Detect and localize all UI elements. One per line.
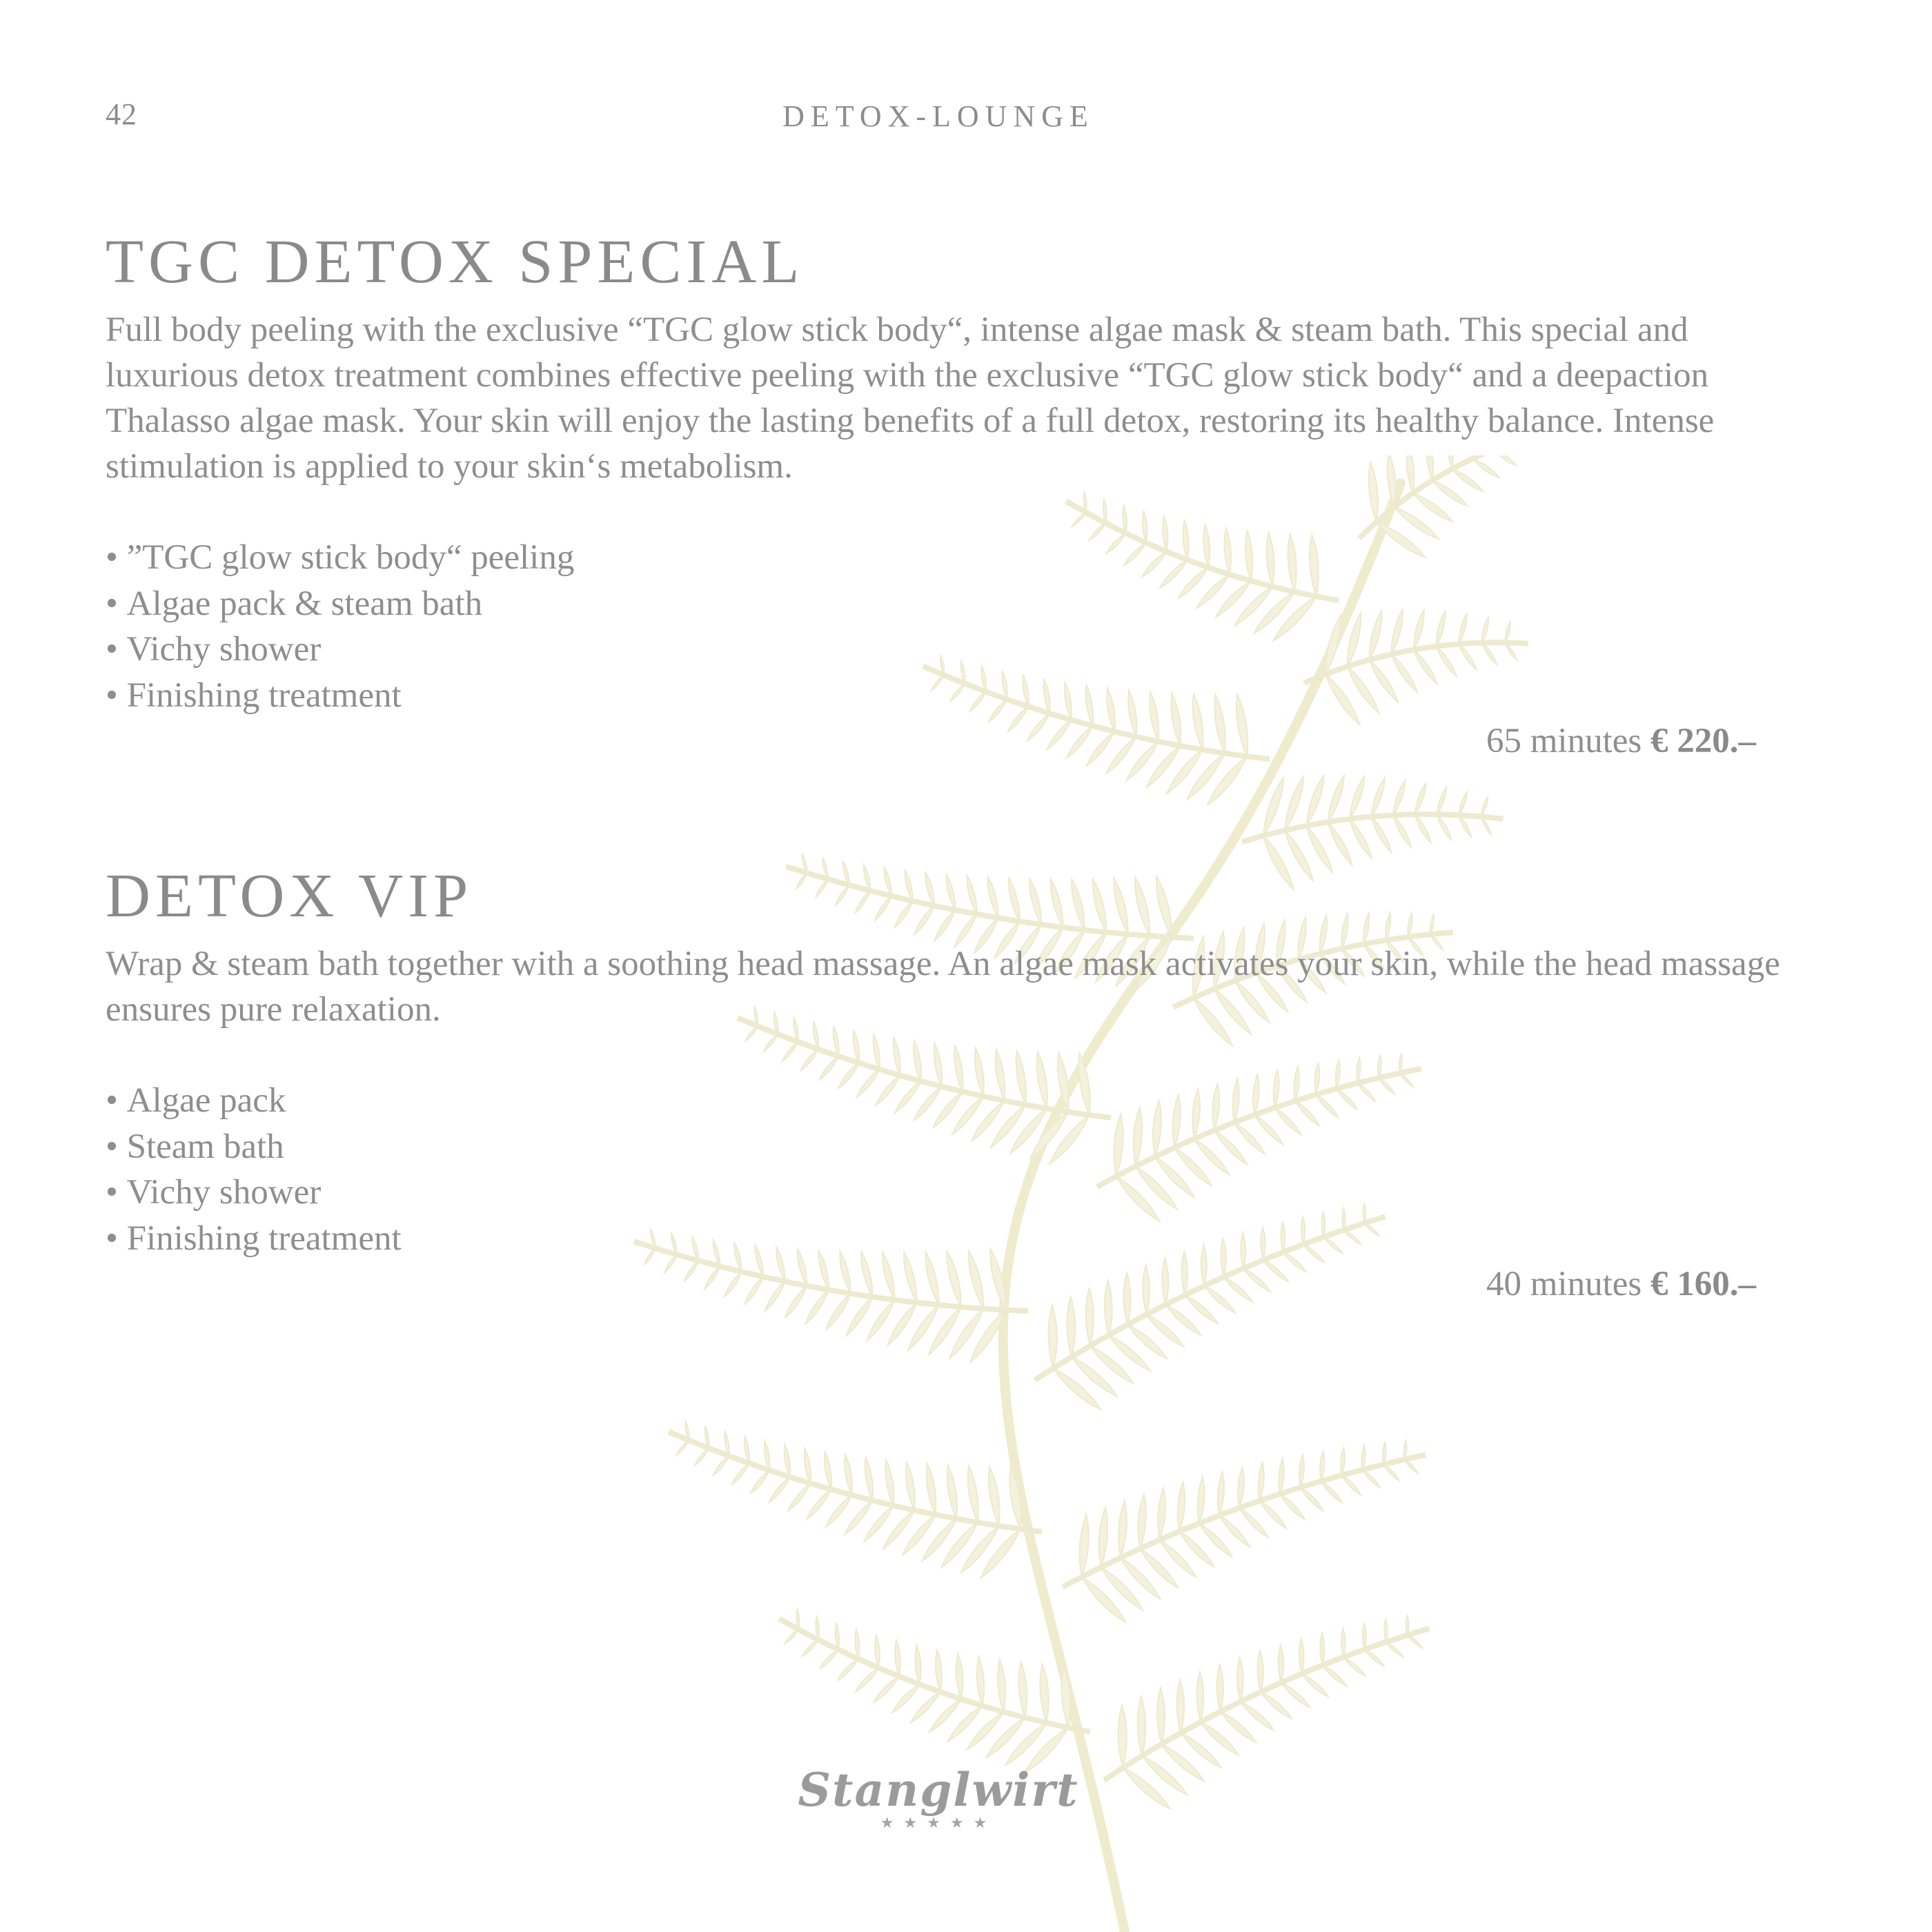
list-item: • Algae pack — [106, 1078, 1796, 1124]
treatment-section-tgc-detox-special — [106, 228, 1796, 764]
running-head: DETOX-LOUNGE — [782, 99, 1094, 133]
section-description: Wrap & steam bath together with a soothing head massage. An algae mask activates your skin, while the head massage ensures pure relaxation. — [106, 945, 1780, 1029]
price-line — [106, 1261, 1796, 1307]
list-item: • Vichy shower — [106, 627, 1796, 673]
section-title: TGC DETOX SPECIAL — [106, 228, 805, 296]
list-item: • Finishing treatment — [106, 1216, 1796, 1262]
list-item: • ”TGC glow stick body“ peeling — [106, 535, 1796, 581]
price: € 220.– — [1650, 722, 1756, 760]
price: € 160.– — [1650, 1265, 1756, 1303]
treatment-list — [106, 535, 1796, 718]
logo-stars: ★★★★★ — [880, 1814, 997, 1831]
treatment-section-detox-vip — [106, 862, 1796, 1307]
duration: 65 minutes — [1486, 722, 1642, 760]
page-number: 42 — [106, 97, 137, 131]
list-item: • Algae pack & steam bath — [106, 581, 1796, 627]
section-title: DETOX VIP — [106, 862, 473, 930]
list-item: • Steam bath — [106, 1124, 1796, 1170]
price-line — [106, 718, 1796, 764]
section-description: Full body peeling with the exclusive “TGC glow stick body“, intense algae mask & steam bath. This special and luxurious detox treatment combines effective peeling with the exclusive “TGC glow stick body“ and a deepaction Thalasso algae mask. Your skin will enjoy the lasting benefits of a full detox, restoring its healthy balance. Intense stimulation is applied to your skin‘s metabolism. — [106, 310, 1715, 486]
brand-logo — [0, 1763, 1877, 1832]
list-item: • Finishing treatment — [106, 673, 1796, 719]
content — [106, 228, 1796, 1307]
logo-wordmark: Stanglwirt — [798, 1763, 1079, 1817]
treatment-list — [106, 1078, 1796, 1261]
duration: 40 minutes — [1486, 1265, 1642, 1303]
list-item: • Vichy shower — [106, 1170, 1796, 1216]
